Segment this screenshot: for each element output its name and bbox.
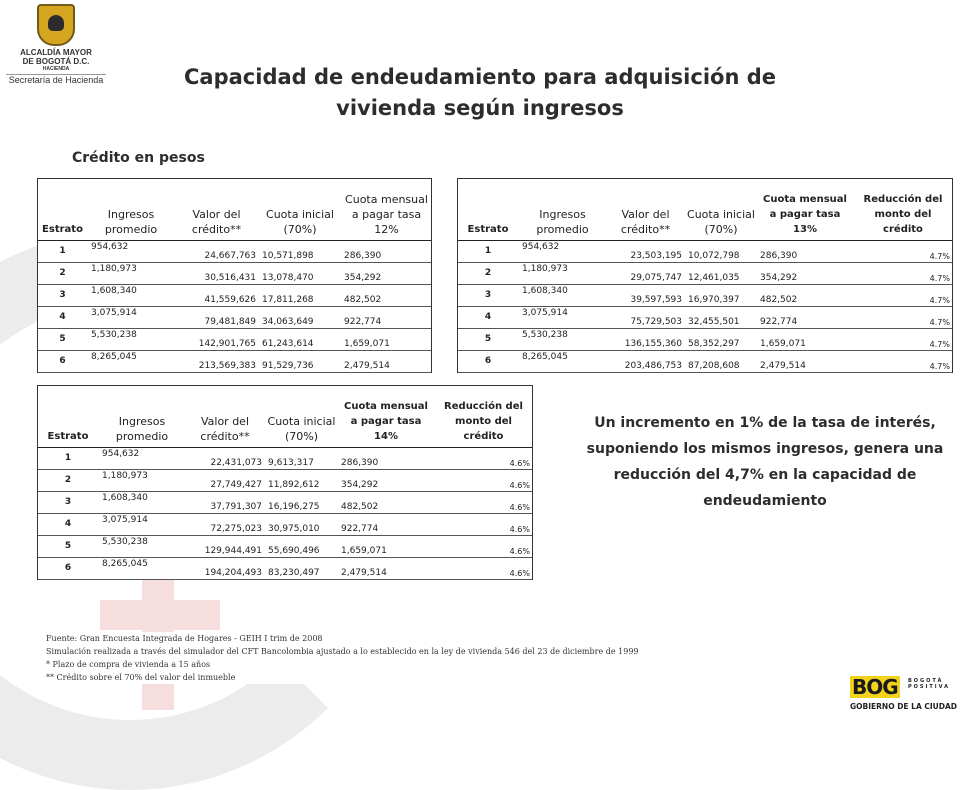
cell-valor-credito: 29,075,747 [606,262,685,284]
table-row [457,284,953,306]
cell-cuota-inicial: 55,690,496 [265,535,338,557]
cell-reduccion: 4.7% [853,262,953,284]
cell-cuota-inicial: 9,613,317 [265,447,338,469]
table-row [457,306,953,328]
cell-cuota-mensual: 922,774 [338,513,434,535]
cell-estrato: 5 [457,328,519,350]
cell-cuota-inicial: 17,811,268 [259,284,341,306]
table-row [457,328,953,350]
table-row [37,328,432,350]
cell-cuota-inicial: 61,243,614 [259,328,341,350]
cell-cuota-inicial: 11,892,612 [265,469,338,491]
cell-estrato: 6 [37,350,88,372]
page-title [150,62,810,124]
footnote-term: * Plazo de compra de vivienda a 15 años [46,660,211,669]
table-row [37,535,533,557]
cell-estrato: 1 [37,240,88,262]
cell-cuota-inicial: 30,975,010 [265,513,338,535]
cell-cuota-mensual: 286,390 [341,240,432,262]
logo-line-1: ALCALDÍA MAYOR [20,48,92,57]
header-estrato: Estrato [457,178,519,240]
cell-estrato: 4 [457,306,519,328]
table-row [457,240,953,262]
table-row [37,240,432,262]
header-reduccion: Reducción del monto del crédito [434,385,533,447]
background-cross-decoration-h [100,600,220,630]
cell-estrato: 1 [37,447,99,469]
cell-valor-credito: 75,729,503 [606,306,685,328]
cell-cuota-mensual: 482,502 [757,284,853,306]
page-title-line-1: Capacidad de endeudamiento para adquisición de [184,65,776,89]
cell-ingresos: 1,608,340 [88,284,174,306]
cell-reduccion: 4.7% [853,284,953,306]
logo-line-4: Secretaría de Hacienda [6,74,106,86]
cell-cuota-mensual: 1,659,071 [757,328,853,350]
alcaldia-logo [6,4,106,86]
section-subtitle: Crédito en pesos [72,150,205,166]
cell-ingresos: 3,075,914 [88,306,174,328]
cell-valor-credito: 136,155,360 [606,328,685,350]
header-cuota-mensual: Cuota mensual a pagar tasa 14% [338,385,434,447]
cell-cuota-inicial: 16,970,397 [685,284,757,306]
header-ingresos: Ingresos promedio [519,178,606,240]
cell-ingresos: 1,180,973 [88,262,174,284]
cell-cuota-inicial: 12,461,035 [685,262,757,284]
cell-reduccion: 4.6% [434,469,533,491]
cell-cuota-inicial: 13,078,470 [259,262,341,284]
cell-valor-credito: 27,749,427 [185,469,265,491]
cell-valor-credito: 79,481,849 [174,306,259,328]
table-row [37,557,533,579]
page-title-line-2: vivienda según ingresos [336,96,624,120]
table-row [457,350,953,372]
cell-reduccion: 4.6% [434,535,533,557]
cell-ingresos: 1,180,973 [99,469,185,491]
cell-valor-credito: 24,667,763 [174,240,259,262]
cell-valor-credito: 203,486,753 [606,350,685,372]
cell-valor-credito: 194,204,493 [185,557,265,579]
cell-cuota-inicial: 32,455,501 [685,306,757,328]
footnote-simulation: Simulación realizada a través del simulador del CFT Bancolombia ajustado a lo establecido en la ley de vivienda 546 del 23 de diciembre de 1999 [46,647,639,656]
brand-footer-text: GOBIERNO DE LA CIUDAD [850,702,957,711]
cell-valor-credito: 22,431,073 [185,447,265,469]
table-row [37,447,533,469]
table-row [37,513,533,535]
cell-cuota-inicial: 87,208,608 [685,350,757,372]
cell-ingresos: 954,632 [88,240,174,262]
cell-cuota-mensual: 2,479,514 [757,350,853,372]
footnote-source: Fuente: Gran Encuesta Integrada de Hogares - GEIH I trim de 2008 [46,634,323,643]
cell-estrato: 6 [457,350,519,372]
cell-cuota-mensual: 482,502 [341,284,432,306]
cell-ingresos: 954,632 [519,240,606,262]
conclusion-note: Un incremento en 1% de la tasa de interés, suponiendo los mismos ingresos, genera una reducción del 4,7% en la capacidad de endeudamiento [586,415,944,509]
table-rate-14 [37,385,533,580]
header-valor-credito: Valor del crédito** [606,178,685,240]
cell-reduccion: 4.6% [434,491,533,513]
cell-estrato: 2 [37,262,88,284]
logo-line-2: DE BOGOTÁ D.C. [22,57,90,66]
header-valor-credito: Valor del crédito** [174,178,259,240]
cell-reduccion: 4.7% [853,350,953,372]
cell-valor-credito: 39,597,593 [606,284,685,306]
cell-ingresos: 8,265,045 [99,557,185,579]
cell-reduccion: 4.7% [853,240,953,262]
cell-cuota-mensual: 2,479,514 [338,557,434,579]
cell-reduccion: 4.7% [853,306,953,328]
cell-cuota-mensual: 286,390 [757,240,853,262]
cell-reduccion: 4.7% [853,328,953,350]
cell-estrato: 2 [457,262,519,284]
cell-cuota-inicial: 10,072,798 [685,240,757,262]
cell-ingresos: 8,265,045 [88,350,174,372]
coat-of-arms-icon [37,4,75,46]
cell-reduccion: 4.6% [434,557,533,579]
header-ingresos: Ingresos promedio [88,178,174,240]
cell-cuota-inicial: 10,571,898 [259,240,341,262]
footnote-credit: ** Crédito sobre el 70% del valor del inmueble [46,673,236,682]
header-cuota-inicial: Cuota inicial (70%) [265,385,338,447]
cell-valor-credito: 129,944,491 [185,535,265,557]
footnotes [46,632,766,684]
header-cuota-mensual: Cuota mensual a pagar tasa 12% [341,178,432,240]
cell-cuota-mensual: 922,774 [757,306,853,328]
cell-estrato: 3 [37,284,88,306]
table-row [37,350,432,372]
cell-reduccion: 4.6% [434,513,533,535]
cell-estrato: 3 [37,491,99,513]
cell-estrato: 4 [37,513,99,535]
cell-cuota-mensual: 354,292 [757,262,853,284]
cell-estrato: 5 [37,328,88,350]
header-cuota-inicial: Cuota inicial (70%) [259,178,341,240]
table-row [37,284,432,306]
table-row [457,262,953,284]
bog-logo-text: BOG [852,675,898,699]
cell-valor-credito: 213,569,383 [174,350,259,372]
header-reduccion: Reducción del monto del crédito [853,178,953,240]
cell-ingresos: 1,608,340 [99,491,185,513]
cell-cuota-mensual: 2,479,514 [341,350,432,372]
cell-ingresos: 3,075,914 [99,513,185,535]
bogota-positiva-logo [848,675,957,716]
cell-cuota-inicial: 58,352,297 [685,328,757,350]
header-cuota-inicial: Cuota inicial (70%) [685,178,757,240]
table-row [37,306,432,328]
cell-ingresos: 5,530,238 [88,328,174,350]
table-row [37,262,432,284]
cell-ingresos: 5,530,238 [519,328,606,350]
cell-reduccion: 4.6% [434,447,533,469]
table-row [37,491,533,513]
logo-line-3: HACIENDA [42,66,70,72]
cell-ingresos: 8,265,045 [519,350,606,372]
header-estrato: Estrato [37,178,88,240]
cell-cuota-inicial: 83,230,497 [265,557,338,579]
cell-cuota-mensual: 1,659,071 [338,535,434,557]
brand-tagline: BOGOTÁ POSITIVA [908,678,951,690]
cell-estrato: 1 [457,240,519,262]
cell-valor-credito: 142,901,765 [174,328,259,350]
cell-valor-credito: 72,275,023 [185,513,265,535]
cell-estrato: 5 [37,535,99,557]
cell-valor-credito: 41,559,626 [174,284,259,306]
cell-cuota-mensual: 286,390 [338,447,434,469]
cell-cuota-mensual: 482,502 [338,491,434,513]
cell-ingresos: 1,608,340 [519,284,606,306]
cell-cuota-mensual: 354,292 [341,262,432,284]
table-rate-12 [37,178,432,373]
cell-estrato: 3 [457,284,519,306]
cell-ingresos: 5,530,238 [99,535,185,557]
cell-valor-credito: 23,503,195 [606,240,685,262]
header-cuota-mensual: Cuota mensual a pagar tasa 13% [757,178,853,240]
table-rate-13 [457,178,953,373]
cell-cuota-inicial: 91,529,736 [259,350,341,372]
cell-valor-credito: 37,791,307 [185,491,265,513]
cell-cuota-inicial: 16,196,275 [265,491,338,513]
cell-cuota-inicial: 34,063,649 [259,306,341,328]
cell-estrato: 2 [37,469,99,491]
header-valor-credito: Valor del crédito** [185,385,265,447]
cell-valor-credito: 30,516,431 [174,262,259,284]
cell-ingresos: 954,632 [99,447,185,469]
cell-cuota-mensual: 922,774 [341,306,432,328]
cell-cuota-mensual: 354,292 [338,469,434,491]
table-row [37,469,533,491]
cell-ingresos: 3,075,914 [519,306,606,328]
header-ingresos: Ingresos promedio [99,385,185,447]
cell-estrato: 6 [37,557,99,579]
cell-ingresos: 1,180,973 [519,262,606,284]
cell-estrato: 4 [37,306,88,328]
header-estrato: Estrato [37,385,99,447]
cell-cuota-mensual: 1,659,071 [341,328,432,350]
